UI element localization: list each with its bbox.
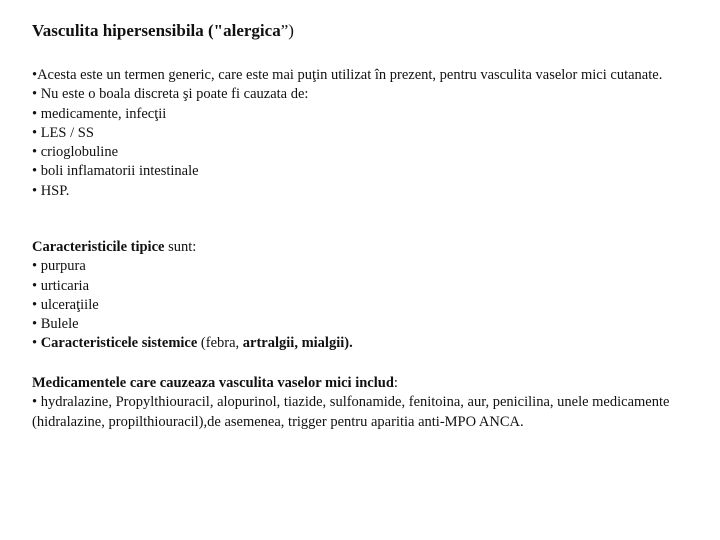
heading-bold: Caracteristicile tipice [32,239,165,255]
list-item: • purpura [32,258,86,275]
heading-rest: : [393,375,398,391]
bullet: • [32,335,41,352]
list-item [32,334,687,353]
plain-text: (febra, [197,335,243,352]
slide-title [32,21,294,41]
section-heading [32,238,687,257]
paragraph: • hydralazine, Propylthiouracil, alopurinol, tiazide, sulfonamide, fenitoina, aur, penicilina, unele medicamente (hidralazine, propilthiouracil),de asemenea, trigger pentru aparitia anti-MPO ANCA. [32,394,670,430]
list-item: • boli inflamatorii intestinale [32,163,199,180]
list-item: •Acesta este un termen generic, care este mai puţin utilizat în prezent, pentru vasculita vaselor mici cutanate. [32,67,663,83]
heading-rest: sunt: [164,239,197,255]
heading-bold: Medicamentele care cauzeaza vasculita vaselor mici includ [32,375,394,391]
section-heading [32,374,687,393]
title-main: Vasculita hipersensibila ("alergica [32,21,281,40]
list-item: • Bulele [32,316,79,333]
list-item: • urticaria [32,277,90,294]
list-item: • medicamente, infecţii [32,105,167,122]
list-item: • crioglobuline [32,144,119,161]
causes-section [32,66,687,201]
bold-text: Caracteristicele sistemice [40,335,198,352]
features-section [32,238,687,354]
list-item: • ulceraţiile [32,296,99,313]
bold-text: artralgii, mialgii). [242,335,353,352]
medications-section [32,374,687,432]
list-item: • LES / SS [32,124,94,141]
list-item: • Nu este o boala discreta şi poate fi cauzata de: [32,86,309,103]
title-end: ”) [280,21,294,40]
list-item: • HSP. [32,182,70,199]
